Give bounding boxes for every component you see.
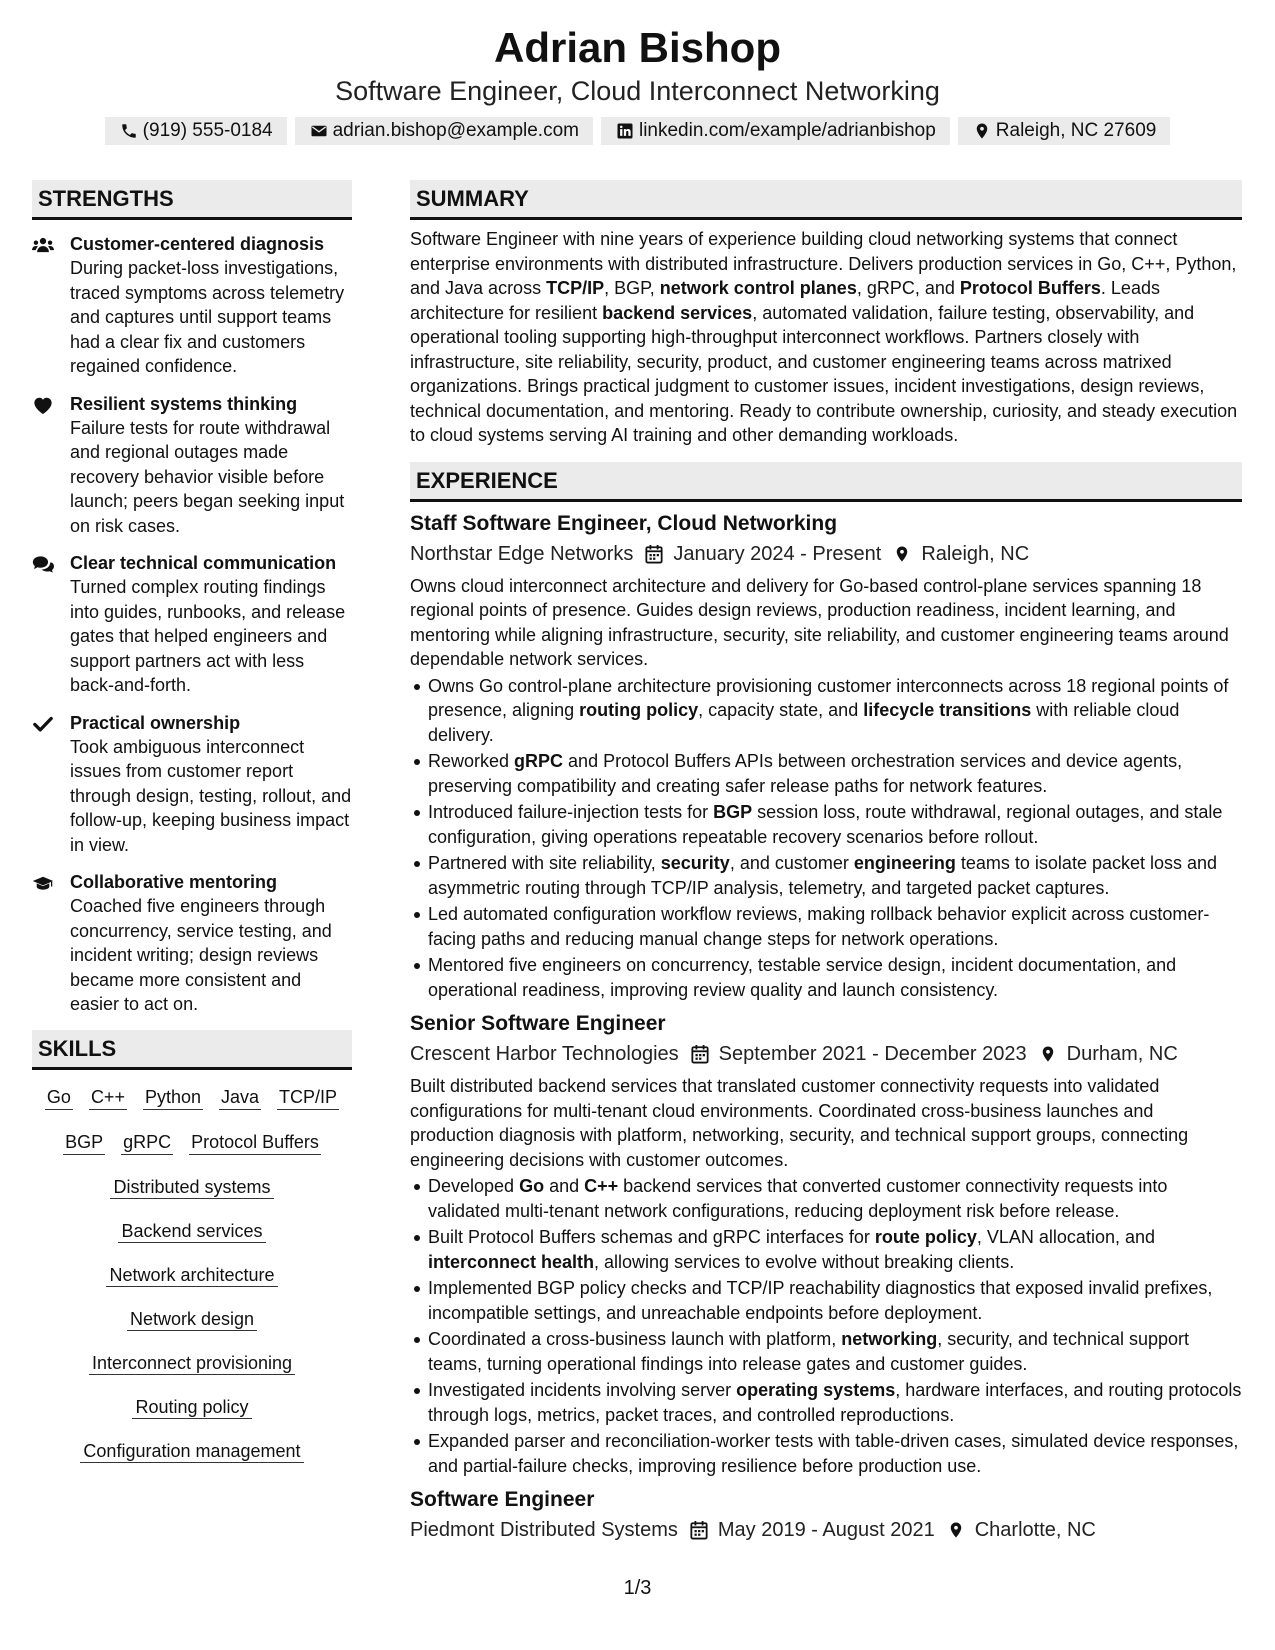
strengths-heading: STRENGTHS: [32, 180, 352, 220]
strength-desc: Coached five engineers through concurrency, service testing, and incident writing; design reviews became more consistent and easier to act on.: [70, 896, 332, 1014]
bullet-item: Owns Go control-plane architecture provisioning customer interconnects across 18 regional points of presence, aligning routing policy, capacity state, and lifecycle transitions with reliable cloud delivery.: [428, 674, 1242, 748]
bullet-item: Introduced failure-injection tests for BGP session loss, route withdrawal, regional outages, and stale configuration, giving operations repeatable recovery scenarios before rollout.: [428, 800, 1242, 849]
strength-item: [32, 711, 352, 858]
job-description: Built distributed backend services that translated customer connectivity requests into validated configurations for multi-tenant cloud environments. Coordinated cross-business launches and production diagnosis with platform, networking, security, and technical support groups, connecting engineering decisions with customer outcomes.: [410, 1076, 1189, 1170]
job-location: Durham, NC: [1066, 1043, 1178, 1065]
job-entry: [410, 1486, 1242, 1544]
contact-email[interactable]: [295, 117, 593, 145]
strength-title: Practical ownership: [70, 712, 241, 733]
job-dates: September 2021 - December 2023: [718, 1043, 1027, 1065]
bullet-item: Built Protocol Buffers schemas and gRPC interfaces for route policy, VLAN allocation, and interconnect health, allowing services to evolve without breaking clients.: [428, 1225, 1242, 1274]
right-column: [410, 180, 1242, 1544]
strength-title: Clear technical communication: [70, 553, 337, 573]
contact-phone: [105, 117, 287, 145]
skill-tag: Network design: [127, 1309, 257, 1331]
strengths-list: [32, 232, 352, 1017]
skill-tag: Interconnect provisioning: [89, 1353, 295, 1375]
left-column: [32, 180, 352, 1463]
skill-tag: TCP/IP: [277, 1085, 339, 1110]
skill-tag: Python: [143, 1085, 203, 1110]
bullet-item: Led automated configuration workflow reviews, making rollback behavior explicit across customer-facing paths and reducing manual change steps for network operations.: [428, 902, 1242, 951]
job-title: Senior Software Engineer: [410, 1012, 666, 1035]
skill-tag: Network architecture: [106, 1265, 277, 1287]
skill-tag: Backend services: [118, 1221, 265, 1243]
skill-row: [40, 1263, 344, 1287]
job-entry: [410, 510, 1242, 1003]
candidate-title: Software Engineer, Cloud Interconnect Networking: [335, 76, 940, 106]
skill-tag: BGP: [63, 1130, 105, 1155]
strength-title: Collaborative mentoring: [70, 872, 278, 892]
skill-row: [40, 1351, 344, 1375]
strength-desc: Took ambiguous interconnect issues from customer report through design, testing, rollout, and follow-up, keeping business impact in view.: [70, 736, 352, 855]
job-bullets: [410, 674, 1242, 1003]
phone-icon: [119, 121, 139, 141]
job-title: Software Engineer: [410, 1488, 595, 1511]
strength-item: [32, 551, 352, 698]
strength-title: Resilient systems thinking: [70, 393, 298, 414]
skill-tag: Routing policy: [132, 1397, 251, 1419]
contact-email-text[interactable]: adrian.bishop@example.com: [332, 120, 579, 141]
bullet-item: Mentored five engineers on concurrency, testable service design, incident documentation, and operational readiness, improving review quality and launch consistency.: [428, 953, 1242, 1002]
job-dates: May 2019 - August 2021: [717, 1519, 935, 1541]
check-icon: [32, 711, 70, 858]
skill-row: [40, 1307, 344, 1331]
heart-icon: [32, 392, 70, 539]
calendar-icon: [690, 1520, 710, 1540]
skill-row: [40, 1175, 344, 1199]
map-pin-icon: [972, 121, 992, 141]
candidate-name: Adrian Bishop: [493, 24, 781, 71]
job-company: Piedmont Distributed Systems: [410, 1519, 678, 1541]
page-number: 1/3: [623, 1577, 652, 1599]
skill-row: [40, 1219, 344, 1243]
summary-heading: SUMMARY: [410, 180, 1242, 220]
contact-location-text: Raleigh, NC 27609: [995, 120, 1157, 141]
job-meta: [410, 540, 1242, 568]
skill-tag: Go: [45, 1085, 73, 1110]
calendar-icon: [645, 544, 665, 564]
job-meta: [410, 1040, 1242, 1068]
contact-linkedin[interactable]: [601, 117, 950, 145]
calendar-icon: [691, 1044, 711, 1064]
skill-tag: Configuration management: [80, 1441, 303, 1463]
job-description: Owns cloud interconnect architecture and delivery for Go-based control-plane services spanning 18 regional points of presence. Guides design reviews, production readiness, incident learning, and mentoring while aligning infrastructure, security, site reliability, and customer engineering teams around dependable network services.: [410, 575, 1229, 669]
bullet-item: Implemented BGP policy checks and TCP/IP reachability diagnostics that exposed invalid prefixes, incompatible settings, and unreachable endpoints before deployment.: [428, 1276, 1242, 1325]
strength-item: [32, 392, 352, 539]
skills-list: [32, 1085, 352, 1463]
job-dates: January 2024 - Present: [673, 542, 882, 565]
skill-tag: Protocol Buffers: [189, 1130, 321, 1155]
job-title: Staff Software Engineer, Cloud Networking: [410, 511, 838, 535]
comments-icon: [32, 551, 70, 698]
bullet-item: Developed Go and C++ backend services that converted customer connectivity requests into validated multi-tenant network configurations, reducing deployment risk before release.: [428, 1174, 1242, 1223]
strength-desc: Failure tests for route withdrawal and regional outages made recovery behavior visible before launch; peers began seeking input on risk cases.: [70, 417, 345, 536]
experience-heading: EXPERIENCE: [410, 462, 1242, 502]
bullet-item: Reworked gRPC and Protocol Buffers APIs between orchestration services and device agents, preserving compatibility and creating safer release paths for network features.: [428, 749, 1242, 798]
map-pin-icon: [1039, 1044, 1059, 1064]
contact-bar: [0, 117, 1275, 145]
strength-title: Customer-centered diagnosis: [70, 234, 325, 254]
job-location: Charlotte, NC: [974, 1519, 1096, 1541]
envelope-icon: [309, 121, 329, 141]
users-icon: [32, 232, 70, 379]
map-pin-icon: [893, 544, 913, 564]
resume-header: [0, 22, 1275, 145]
contact-phone-text: (919) 555-0184: [142, 120, 273, 141]
linkedin-icon: [615, 121, 635, 141]
contact-location: [958, 117, 1171, 145]
bullet-item: Expanded parser and reconciliation-worker tests with table-driven cases, simulated device responses, and partial-failure checks, improving resilience before production use.: [428, 1429, 1242, 1478]
skill-tag: C++: [89, 1085, 127, 1110]
job-bullets: [410, 1174, 1242, 1478]
bullet-item: Investigated incidents involving server operating systems, hardware interfaces, and routing protocols through logs, metrics, packet traces, and controlled reproductions.: [428, 1378, 1242, 1427]
graduation-cap-icon: [32, 870, 70, 1017]
strength-item: [32, 232, 352, 379]
skills-heading: SKILLS: [32, 1030, 352, 1070]
skill-row: [40, 1439, 344, 1463]
skill-tag: Java: [219, 1085, 261, 1110]
bullet-item: Partnered with site reliability, security, and customer engineering teams to isolate packet loss and asymmetric routing through TCP/IP analysis, telemetry, and targeted packet captures.: [428, 851, 1242, 900]
strength-desc: During packet-loss investigations, traced symptoms across telemetry and captures until support teams had a clear fix and customers regained confidence.: [70, 258, 345, 376]
summary-text: Software Engineer with nine years of experience building cloud networking systems that connect enterprise environments with distributed infrastructure. Delivers production services in Go, C++, Python, and Java across TCP/IP, BGP, network control planes, gRPC, and Protocol Buffers. Leads architecture for resilient backend services, automated validation, failure testing, observability, and operational tooling supporting high-throughput interconnect workflows. Partners closely with infrastructure, site reliability, security, product, and customer engineering teams across matrixed organizations. Brings practical judgment to customer issues, incident investigations, design reviews, technical documentation, and mentoring. Ready to contribute ownership, curiosity, and steady execution to cloud systems serving AI training and other demanding workloads.: [410, 229, 1238, 445]
job-company: Crescent Harbor Technologies: [410, 1043, 679, 1065]
skill-tag: Distributed systems: [110, 1177, 273, 1199]
job-company: Northstar Edge Networks: [410, 542, 634, 565]
map-pin-icon: [947, 1520, 967, 1540]
bullet-item: Coordinated a cross-business launch with platform, networking, security, and technical support teams, turning operational findings into release gates and customer guides.: [428, 1327, 1242, 1376]
skill-row: [40, 1395, 344, 1419]
job-entry: [410, 1010, 1242, 1478]
strength-item: [32, 870, 352, 1017]
skill-tag: gRPC: [121, 1130, 173, 1155]
job-meta: [410, 1516, 1242, 1544]
job-location: Raleigh, NC: [921, 542, 1030, 565]
strength-desc: Turned complex routing findings into guides, runbooks, and release gates that helped engineers and support partners act with less back-and-forth.: [70, 577, 346, 695]
contact-linkedin-text[interactable]: linkedin.com/example/adrianbishop: [638, 120, 936, 141]
